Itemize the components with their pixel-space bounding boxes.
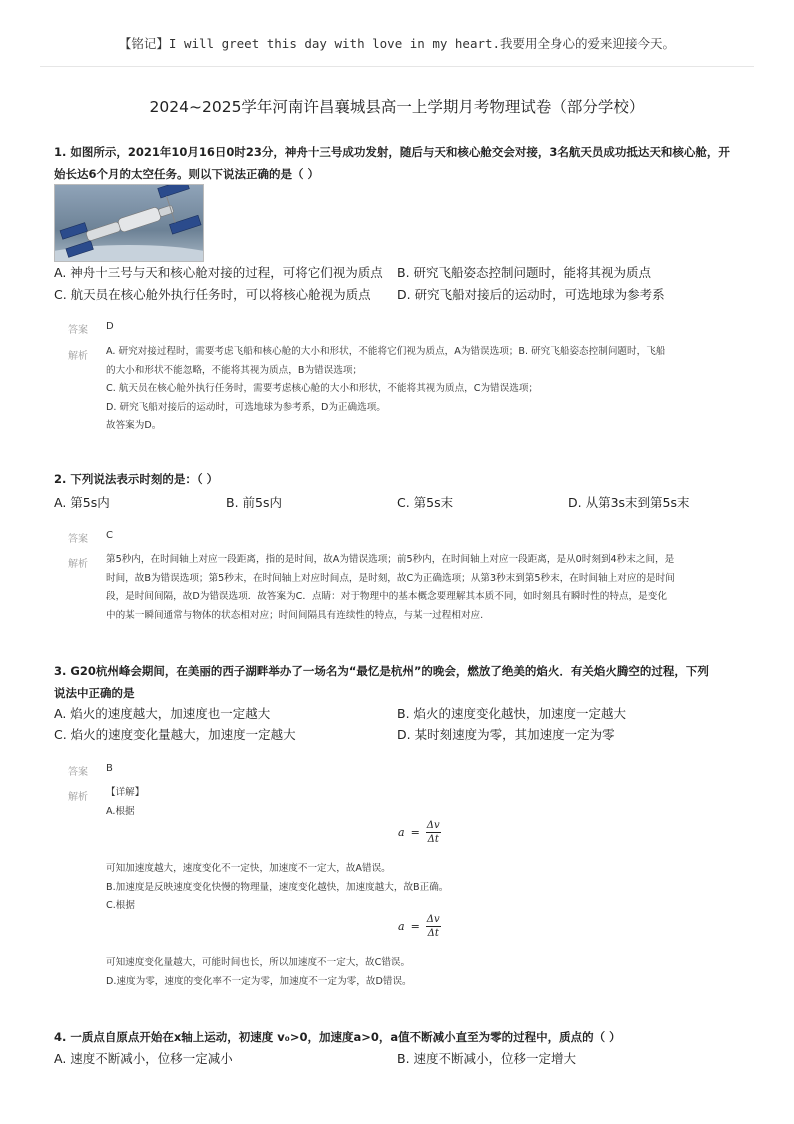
- question-3-answer-label: 答案: [68, 767, 88, 778]
- explanation-line: 的大小和形状不能忽略，不能将其视为质点，B为错误选项；: [106, 364, 363, 376]
- explanation-line: 故答案为D。: [106, 420, 162, 431]
- question-1-option-b[interactable]: B. 研究飞船姿态控制问题时，能将其视为质点: [397, 265, 652, 280]
- explanation-line: 第5秒内，在时间轴上对应一段距离，指的是时间，故A为错误选项；前5秒内，在时间轴上对应一段距离，是从0时刻到4秒末之间，是: [106, 554, 675, 565]
- question-1-option-d[interactable]: D. 研究飞船对接后的运动时，可选地球为参考系: [397, 287, 665, 302]
- explanation-line: D.速度为零，速度的变化率不一定为零，加速度不一定为零，故D错误。: [106, 975, 412, 987]
- question-4-option-a[interactable]: A. 速度不断减小，位移一定减小: [54, 1051, 233, 1066]
- question-1-explanation: [106, 343, 726, 436]
- formula-equals: =: [410, 920, 420, 933]
- motto-banner: 【铭记】I will greet this day with love in my heart.我要用全身心的爱来迎接今天。: [118, 36, 676, 51]
- formula-denominator: Δt: [427, 928, 439, 939]
- question-2-explanation-label: 解析: [68, 559, 88, 570]
- formula-equals: =: [410, 826, 420, 839]
- question-2-option-a[interactable]: A. 第5s内: [54, 495, 110, 510]
- explanation-line: A.根据: [106, 805, 135, 817]
- question-4-option-b[interactable]: B. 速度不断减小，位移一定增大: [397, 1051, 577, 1066]
- explanation-line: 可知速度变化量越大，可能时间也长，所以加速度不一定大，故C错误。: [106, 957, 411, 968]
- question-3-option-b[interactable]: B. 焰火的速度变化越快，加速度一定越大: [397, 706, 627, 721]
- question-2-explanation: [106, 551, 726, 625]
- question-2-stem: 2. 下列说法表示时刻的是：（ ）: [54, 472, 219, 486]
- question-3-option-d[interactable]: D. 某时刻速度为零，其加速度一定为零: [397, 727, 615, 742]
- spacecraft-photo: [54, 184, 204, 262]
- question-1-explanation-label: 解析: [68, 351, 88, 362]
- question-1-answer-label: 答案: [68, 325, 88, 336]
- acceleration-formula: [398, 820, 441, 845]
- question-3-line-1: 3. G20杭州峰会期间，在美丽的西子湖畔举办了一场名为“最忆是杭州”的晚会，燃放了绝美的焰火．有关焰火腾空的过程，下列: [54, 664, 709, 678]
- question-4-stem: 4. 一质点自原点开始在x轴上运动，初速度 v₀>0，加速度a>0，a值不断减小直至为零的过程中，质点的（ ）: [54, 1030, 621, 1044]
- question-2-option-d[interactable]: D. 从第3s末到第5s末: [568, 495, 690, 510]
- formula-fraction: [426, 820, 441, 845]
- question-3-stem: [54, 660, 744, 704]
- question-3-line-2: 说法中正确的是: [54, 686, 135, 700]
- question-3-explanation-label: 解析: [68, 792, 88, 803]
- explanation-line: B.加速度是反映速度变化快慢的物理量，速度变化越快，加速度越大，故B正确。: [106, 881, 449, 893]
- question-1-option-a[interactable]: A. 神舟十三号与天和核心舱对接的过程，可将它们视为质点: [54, 265, 383, 280]
- question-3-option-c[interactable]: C. 焰火的速度变化量越大，加速度一定越大: [54, 727, 296, 742]
- explanation-line: C.根据: [106, 900, 135, 911]
- question-2-answer: C: [106, 530, 113, 541]
- formula-lhs: a: [398, 920, 405, 933]
- spacecraft-image: [55, 185, 203, 261]
- formula-numerator: Δv: [426, 914, 440, 925]
- explanation-line: 中的某一瞬间通常与物体的状态相对应；时间间隔具有连续性的特点，与某一过程相对应.: [106, 609, 484, 621]
- question-2-answer-label: 答案: [68, 534, 88, 545]
- explanation-line: D. 研究飞船对接后的运动时，可选地球为参考系，D为正确选项。: [106, 401, 386, 413]
- formula-numerator: Δv: [426, 820, 440, 831]
- question-1-stem: [54, 141, 744, 185]
- formula-fraction: [426, 914, 441, 939]
- explanation-line: C. 航天员在核心舱外执行任务时，需要考虑核心舱的大小和形状，不能将其视为质点，C为错误选项；: [106, 383, 539, 394]
- question-3-answer: B: [106, 763, 113, 774]
- formula-lhs: a: [398, 826, 405, 839]
- question-3-explanation-ab: [106, 860, 726, 916]
- question-1-option-c[interactable]: C. 航天员在核心舱外执行任务时，可以将核心舱视为质点: [54, 287, 371, 302]
- explanation-line: A. 研究对接过程时，需要考虑飞船和核心舱的大小和形状，不能将它们视为质点，A为错误选项；B. 研究飞船姿态控制问题时，飞船: [106, 346, 666, 357]
- question-2-option-b[interactable]: B. 前5s内: [226, 495, 282, 510]
- question-3-explanation-cd: [106, 954, 726, 991]
- question-2-option-c[interactable]: C. 第5s末: [397, 495, 454, 510]
- page-title: 2024~2025学年河南许昌襄城县高一上学期月考物理试卷（部分学校）: [149, 98, 645, 116]
- question-3-explanation-head: [106, 784, 726, 821]
- acceleration-formula: [398, 914, 441, 939]
- question-1-line-2: 始长达6个月的太空任务。则以下说法正确的是（ ）: [54, 167, 320, 181]
- explanation-line: 可知加速度越大，速度变化不一定快，加速度不一定大，故A错误。: [106, 863, 391, 874]
- explanation-line: 时间，故B为错误选项；第5秒末，在时间轴上对应时间点，是时刻，故C为正确选项；从第3秒末到第5秒末，在时间轴上对应的是时间: [106, 572, 675, 584]
- question-1-answer: D: [106, 321, 114, 332]
- formula-denominator: Δt: [427, 834, 439, 845]
- header-divider: [40, 66, 754, 67]
- explanation-heading: 【详解】: [106, 787, 145, 798]
- question-1-line-1: 1. 如图所示，2021年10月16日0时23分，神舟十三号成功发射，随后与天和核心舱交会对接，3名航天员成功抵达天和核心舱，开: [54, 145, 730, 159]
- explanation-line: 段，是时间间隔，故D为错误选项．故答案为C．点睛：对于物理中的基本概念要理解其本质不同，如时刻具有瞬时性的特点，是变化: [106, 591, 667, 602]
- question-3-option-a[interactable]: A. 焰火的速度越大，加速度也一定越大: [54, 706, 271, 721]
